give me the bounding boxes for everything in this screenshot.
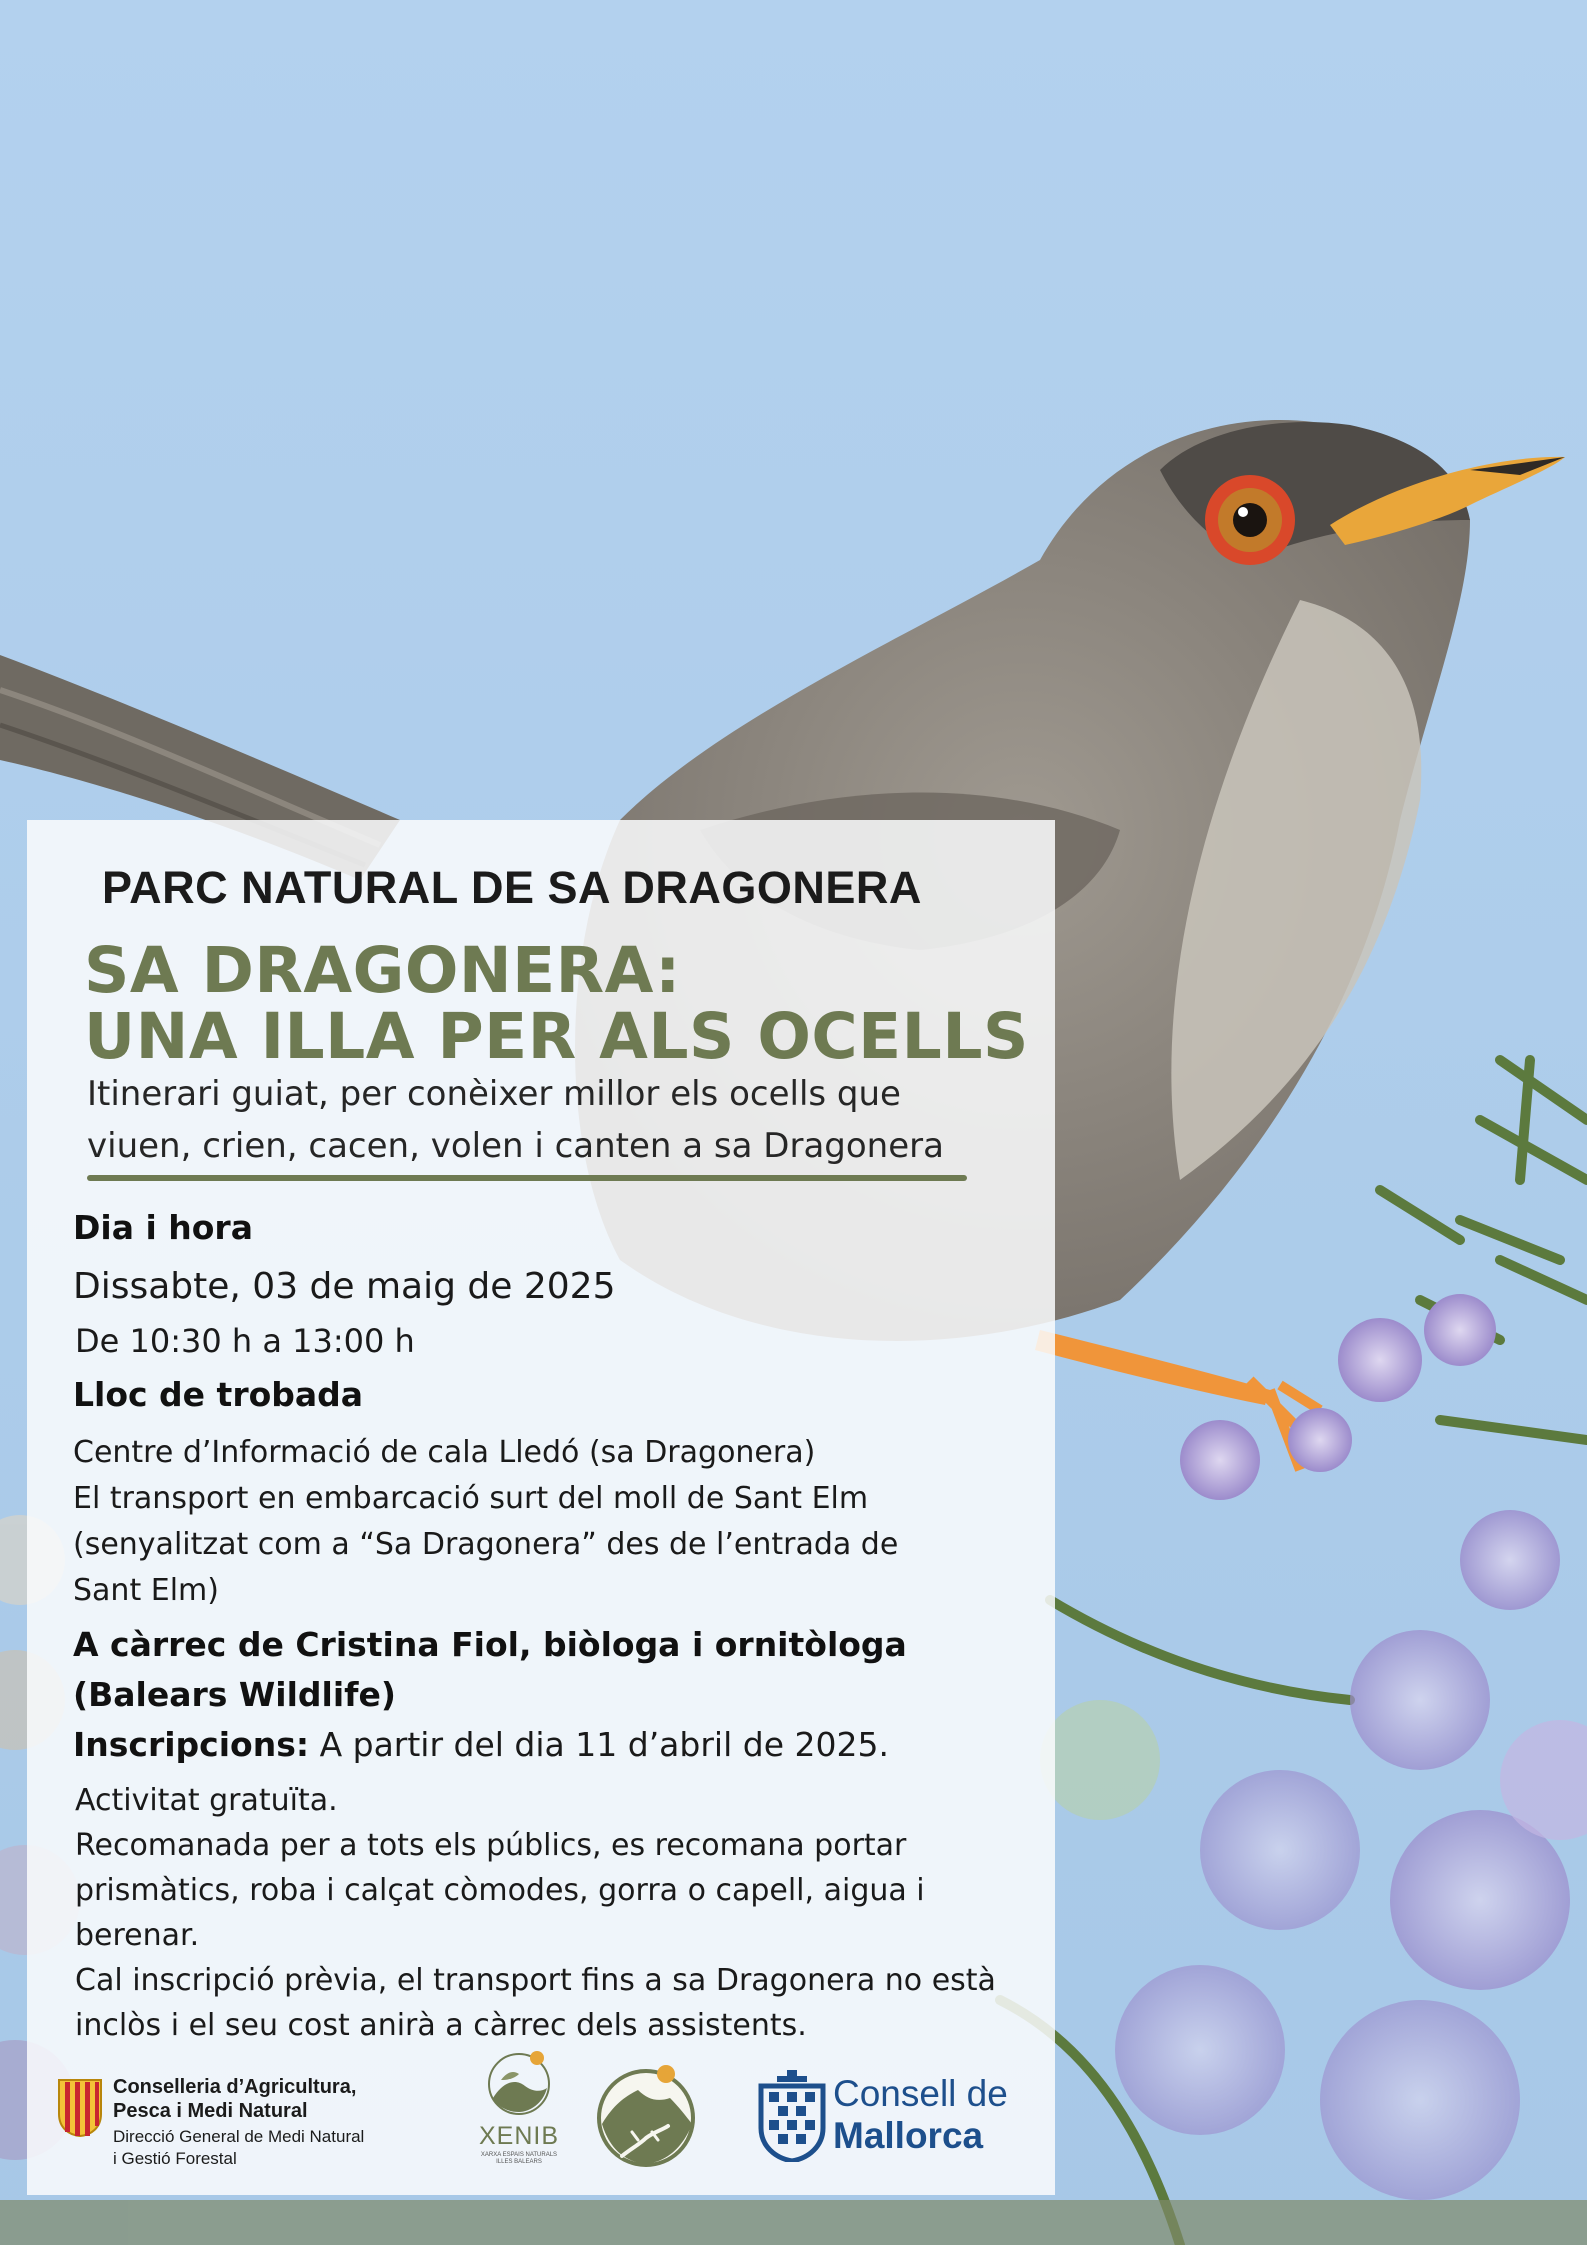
event-title-line1: SA DRAGONERA:: [84, 934, 681, 1007]
direccio-line1: Direcció General de Medi Natural: [113, 2127, 365, 2146]
conselleria-block: [113, 2075, 364, 2170]
meeting-label: Lloc de trobada: [73, 1375, 364, 1414]
conselleria-line2: Pesca i Medi Natural: [113, 2100, 308, 2122]
event-title-line2: UNA ILLA PER ALS OCELLS: [84, 1000, 1029, 1073]
info-panel: [27, 820, 1055, 2195]
note-line: prismàtics, roba i calçat còmodes, gorra o capell, aigua i: [75, 1873, 925, 1908]
park-name: PARC NATURAL DE SA DRAGONERA: [102, 862, 922, 913]
xenib-tagline: [473, 2152, 565, 2166]
guide-line1: A càrrec de Cristina Fiol, biòloga i ornitòloga: [73, 1625, 907, 1664]
xenib-name: XENIB: [478, 2122, 560, 2150]
guide-line2: (Balears Wildlife): [73, 1675, 396, 1714]
schedule-label: Dia i hora: [73, 1208, 253, 1247]
event-date: Dissabte, 03 de maig de 2025: [73, 1266, 616, 1307]
title-divider: [87, 1175, 967, 1181]
consell-line1: Consell de: [833, 2073, 1008, 2114]
consell-line2: Mallorca: [833, 2115, 984, 2156]
note-line: inclòs i el seu cost anirà a càrrec dels assistents.: [75, 2008, 807, 2043]
xenib-tagline-line2: ILLES BALEARS: [496, 2159, 542, 2165]
meeting-line: (senyalitzat com a “Sa Dragonera” des de l’entrada de: [73, 1527, 899, 1562]
consell-de-mallorca-emblem-icon: [757, 2070, 827, 2162]
meeting-details: [73, 1430, 898, 1614]
subtitle-line2: viuen, crien, cacen, volen i canten a sa Dragonera: [87, 1126, 944, 1166]
conselleria-line1: Conselleria d’Agricultura,: [113, 2076, 357, 2098]
note-line: berenar.: [75, 1918, 200, 1953]
xenib-tagline-line1: XARXA ESPAIS NATURALS: [480, 2152, 558, 2158]
parc-natural-logo-icon: [592, 2060, 704, 2172]
guide-info: [73, 1620, 907, 1720]
activity-notes: [75, 1778, 996, 2048]
registration: [73, 1725, 889, 1764]
event-title: [84, 934, 1029, 1073]
note-line: Activitat gratuïta.: [75, 1783, 338, 1818]
event-time: De 10:30 h a 13:00 h: [75, 1322, 415, 1360]
registration-text: A partir del dia 11 d’abril de 2025.: [319, 1725, 889, 1764]
registration-label: Inscripcions:: [73, 1725, 310, 1764]
balearic-government-shield-icon: [57, 2078, 103, 2138]
direccio-line2: i Gestió Forestal: [113, 2149, 237, 2168]
consell-de-mallorca-wordmark: [833, 2073, 1008, 2157]
event-subtitle: [87, 1068, 1027, 1172]
xenib-logo-icon: [479, 2048, 559, 2116]
meeting-line: El transport en embarcació surt del moll de Sant Elm: [73, 1481, 869, 1516]
note-line: Recomanada per a tots els públics, es recomana portar: [75, 1828, 907, 1863]
subtitle-line1: Itinerari guiat, per conèixer millor els ocells que: [87, 1074, 901, 1114]
meeting-line: Centre d’Informació de cala Lledó (sa Dragonera): [73, 1435, 816, 1470]
meeting-line: Sant Elm): [73, 1573, 219, 1608]
note-line: Cal inscripció prèvia, el transport fins a sa Dragonera no està: [75, 1963, 996, 1998]
